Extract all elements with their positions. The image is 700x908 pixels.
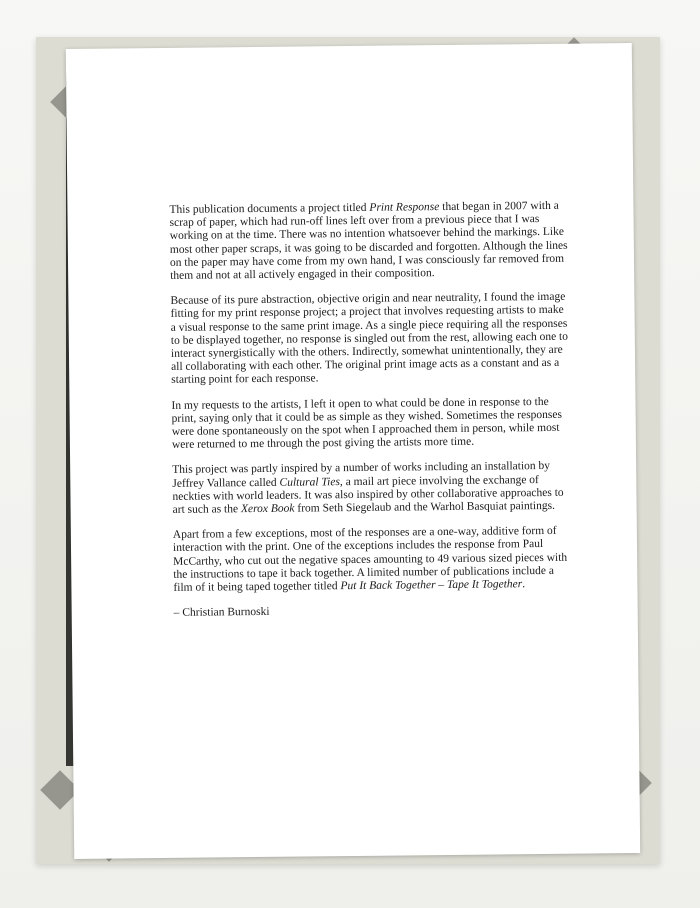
paragraph-2 — [170, 291, 571, 388]
paragraph-5-part-3: . — [522, 578, 526, 591]
paragraph-3 — [171, 395, 572, 452]
paragraph-4-part-5: from Seth Siegelaub and the Warhol Basquiat paintings. — [294, 499, 555, 515]
paragraph-4-title-cultural-ties: Cultural Ties, — [279, 475, 343, 489]
paragraph-4 — [172, 460, 573, 517]
paragraph-3-text: In my requests to the artists, I left it open to what could be done in response to the print, saying only that it could be as simple as they wished. Sometimes the responses were done spontaneously on the spot when I approached them in person, while most were returned to me through the post giving the artists more time. — [171, 395, 563, 452]
paper-sheet — [66, 43, 640, 859]
paragraph-5 — [173, 525, 574, 595]
paragraph-4-part-1: This project was partly inspired by a number of works including an installation by Jeffrey Vallance called — [172, 460, 551, 490]
document-body — [169, 200, 573, 633]
paragraph-1-part-1: This publication documents a project titled — [169, 201, 370, 216]
paragraph-2-text: Because of its pure abstraction, objective origin and near neutrality, I found the image fitting for my print response project; a project that involves requesting artists to make a visual response to the same print image. As a single piece requiring all the responses to be displayed together, no response is singled out from the rest, allowing each one to interact synergistically with the others. Indirectly, somewhat unintentionally, they are all collaborating with each other. The original print image acts as a constant and as a starting point for each response. — [170, 290, 569, 387]
paragraph-5-title-put-it-back: Put It Back Together – Tape It Together — [340, 578, 523, 593]
paragraph-1-title-print-response: Print Response — [369, 201, 440, 214]
paragraph-4-title-xerox-book: Xerox Book — [240, 502, 295, 516]
paragraph-5-part-1: Apart from a few exceptions, most of the responses are a one-way, additive form of interaction with the print. One of the exceptions includes the response from Paul McCarthy, who cut out the negative spaces amounting to 49 various sized pieces with the instructions to tape it back together. A limited number of publications include a film of it being taped together titled — [172, 525, 568, 594]
paragraph-1-part-3: that began in 2007 with a scrap of paper, which had run-off lines left over from a previous piece that I was working on at the time. There was no intention whatsoever behind the markings. Like most other paper scraps, it was going to be discarded and forgotten. Although the lines on the paper may have come from my own hand, I was consciously far removed from them and not at all actively engaged in their composition. — [169, 199, 568, 282]
paragraph-4-part-3: a mail art piece involving the exchange of neckties with world leaders. It was also inspired by other collaborative approaches to art such as the — [172, 473, 564, 516]
paragraph-1 — [169, 200, 570, 283]
signature: – Christian Burnoski — [173, 606, 270, 620]
